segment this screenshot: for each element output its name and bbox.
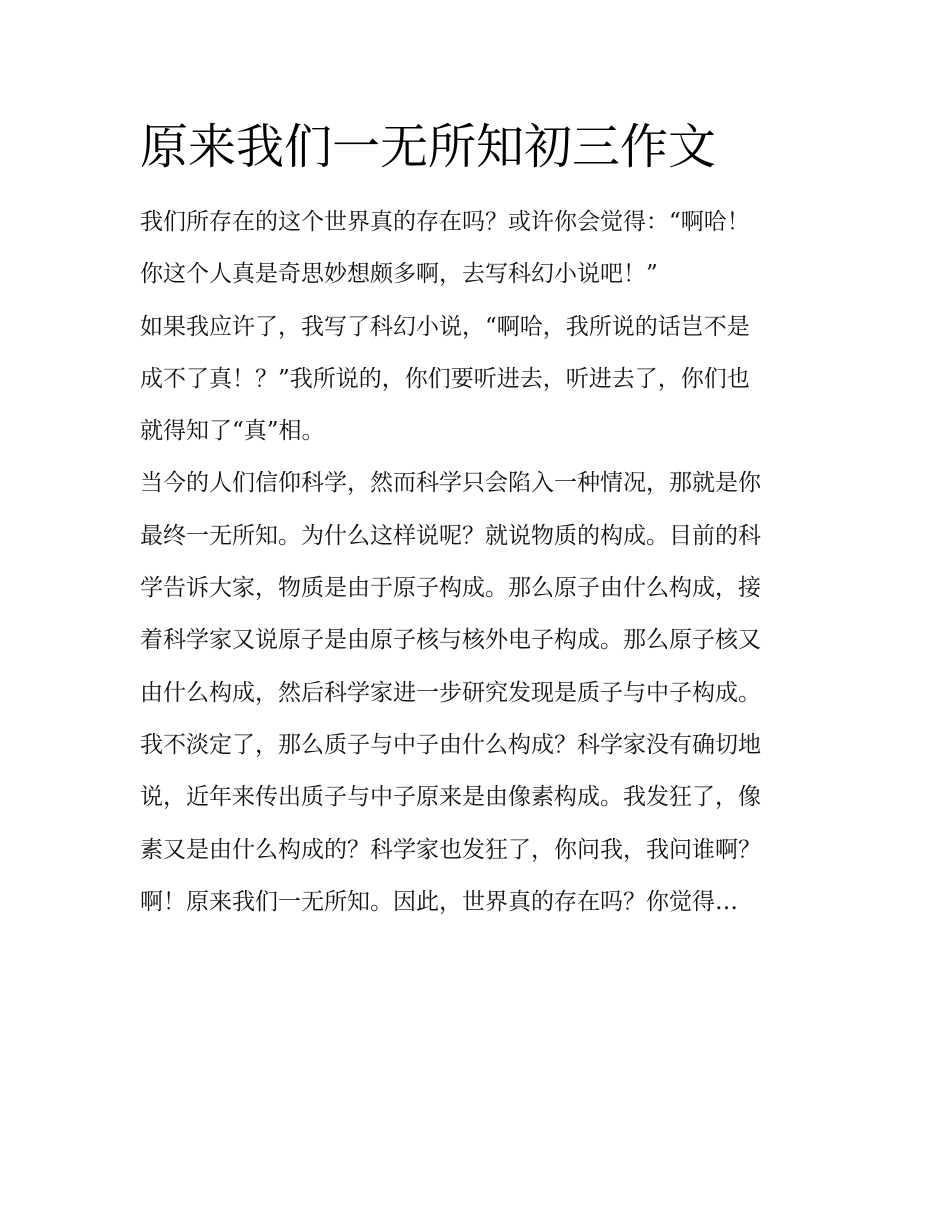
text-line: 成不了真！？”我所说的，你们要听进去，听进去了，你们也 — [140, 365, 750, 392]
text-line: 由什么构成，然后科学家进一步研究发现是质子与中子构成。 — [140, 679, 761, 706]
text-line: 学告诉大家，物质是由于原子构成。那么原子由什么构成，接 — [140, 575, 761, 602]
text-line: 着科学家又说原子是由原子核与核外电子构成。那么原子核又 — [140, 627, 761, 654]
text-line: 就得知了“真”相。 — [140, 418, 325, 445]
text-line: 最终一无所知。为什么这样说呢？就说物质的构成。目前的科 — [140, 522, 761, 549]
text-line: 你这个人真是奇思妙想颇多啊，去写科幻小说吧！” — [140, 261, 658, 288]
text-line: 说，近年来传出质子与中子原来是由像素构成。我发狂了，像 — [140, 784, 761, 811]
text-line: 素又是由什么构成的？科学家也发狂了，你问我，我问谁啊？ — [140, 836, 761, 863]
text-line: 如果我应许了，我写了科幻小说，“啊哈，我所说的话岂不是 — [140, 313, 750, 340]
text-line: 我们所存在的这个世界真的存在吗？或许你会觉得：“啊哈！ — [140, 209, 750, 235]
text-line: 当今的人们信仰科学，然而科学只会陷入一种情况，那就是你 — [140, 470, 761, 497]
document-body — [140, 203, 830, 935]
document-title: 原来我们一无所知初三作文 — [140, 119, 717, 175]
text-line: 啊！原来我们一无所知。因此，世界真的存在吗？你觉得… — [140, 888, 738, 915]
text-line: 我不淡定了，那么质子与中子由什么构成？科学家没有确切地 — [140, 731, 761, 758]
